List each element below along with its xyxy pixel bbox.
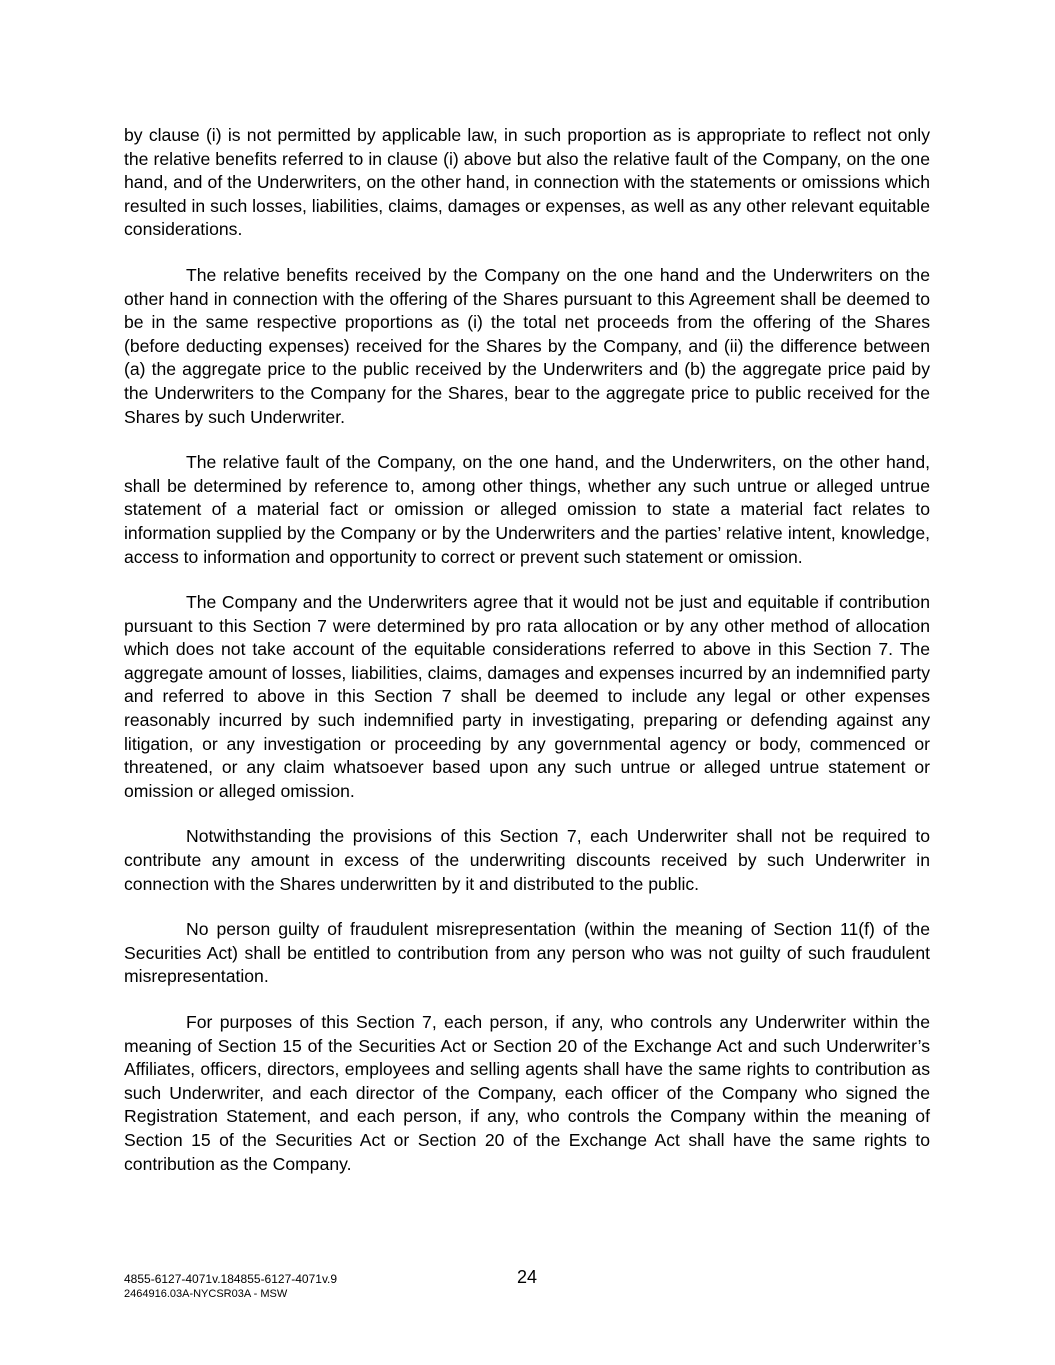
page-number: 24 bbox=[517, 1267, 538, 1287]
paragraph-contribution-limit: Notwithstanding the provisions of this Section 7, each Underwriter shall not be required to contribute any amount in excess of the underwriting discounts received by such Underwriter in connection with the Shares underwritten by it and distributed to the public. bbox=[124, 826, 930, 894]
footer-doc-id: 4855-6127-4071v.184855-6127-4071v.9 bbox=[124, 1272, 338, 1286]
document-body bbox=[124, 124, 930, 1198]
paragraph-controlling-persons: For purposes of this Section 7, each person, if any, who controls any Underwriter within the meaning of Section 15 of the Securities Act or Section 20 of the Exchange Act and such Underwriter’s Affiliates, officers, directors, employees and selling agents shall have the same rights to contribution as such Underwriter, and each director of the Company, each officer of the Company who signed the Registration Statement, and each person, if any, who controls the Company within the meaning of Section 15 of the Securities Act or Section 20 of the Exchange Act shall have the same rights to contribution as the Company. bbox=[124, 1012, 930, 1174]
paragraph-fraudulent-misrepresentation: No person guilty of fraudulent misrepresentation (within the meaning of Section 11(f) of the Securities Act) shall be entitled to contribution from any person who was not guilty of such fraudulent misrepresentation. bbox=[124, 919, 930, 987]
footer-doc-ref: 2464916.03A-NYCSR03A - MSW bbox=[124, 1288, 288, 1300]
paragraph-relative-benefits: The relative benefits received by the Company on the one hand and the Underwriters on the other hand in connection with the offering of the Shares pursuant to this Agreement shall be deemed to be in the same respective proportions as (i) the total net proceeds from the offering of the Shares (before deducting expenses) received for the Shares by the Company, and (ii) the difference between (a) the aggregate price to the public received by the Underwriters and (b) the aggregate price paid by the Underwriters to the Company for the Shares, bear to the aggregate price to public received for the Shares by such Underwriter. bbox=[124, 264, 930, 427]
paragraph-relative-fault: The relative fault of the Company, on the one hand, and the Underwriters, on the other hand, shall be determined by reference to, among other things, whether any such untrue or alleged untrue statement of a material fact or omission or alleged omission to state a material fact relates to information supplied by the Company or by the Underwriters and the parties’ relative intent, knowledge, access to information and opportunity to correct or prevent such statement or omission. bbox=[124, 452, 930, 567]
paragraph-pro-rata-allocation: The Company and the Underwriters agree that it would not be just and equitable if contribution pursuant to this Section 7 were determined by pro rata allocation or by any other method of allocation which does not take account of the equitable considerations referred to above in this Section 7. The aggregate amount of losses, liabilities, claims, damages and expenses incurred by an indemnified party and referred to above in this Section 7 shall be deemed to include any legal or other expenses reasonably incurred by such indemnified party in investigating, preparing or defending against any litigation, or any investigation or proceeding by any governmental agency or body, commenced or threatened, or any claim whatsoever based upon any such untrue or alleged untrue statement or omission or alleged omission. bbox=[124, 592, 930, 801]
paragraph-clause-continuation: by clause (i) is not permitted by applicable law, in such proportion as is appropriate to reflect not only the relative benefits referred to in clause (i) above but also the relative fault of the Company, on the one hand, and of the Underwriters, on the other hand, in connection with the statements or omissions which resulted in such losses, liabilities, claims, damages or expenses, as well as any other relevant equitable considerations. bbox=[124, 125, 930, 240]
footer-document-ids bbox=[124, 1272, 337, 1302]
